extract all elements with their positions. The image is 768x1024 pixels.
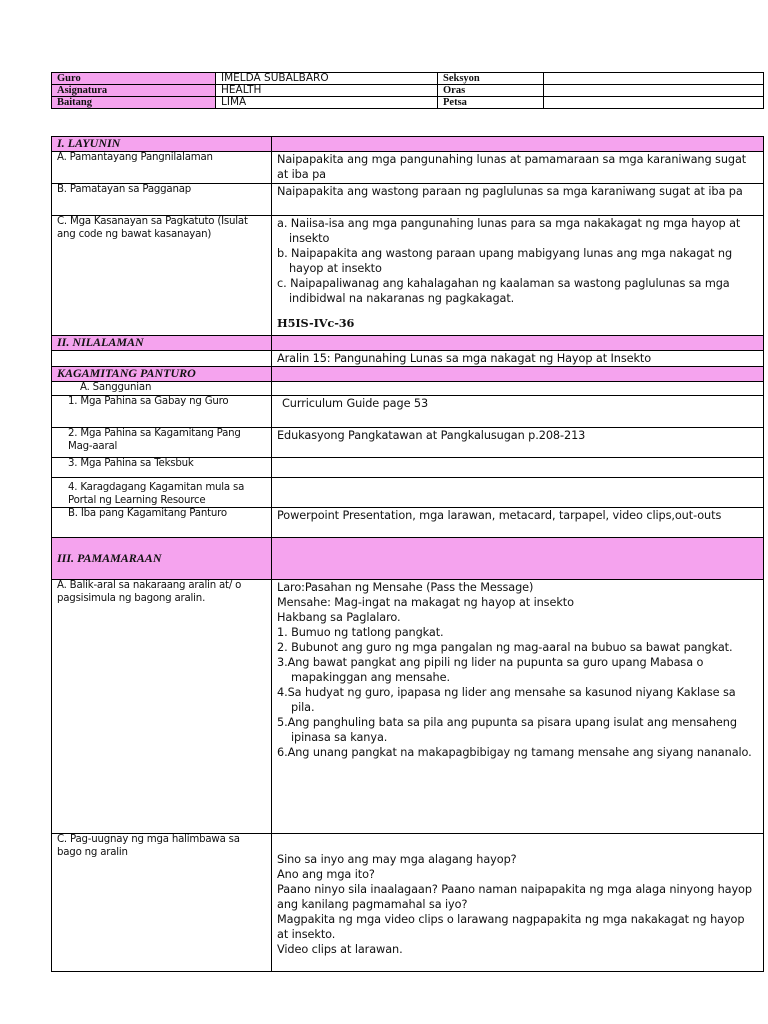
- competency-code: H5IS-IVc-36: [277, 316, 355, 330]
- table-row: [52, 396, 764, 428]
- layunin-title: I. LAYUNIN: [52, 137, 272, 152]
- list-item: Sino sa inyo ang may mga alagang hayop?: [277, 853, 517, 866]
- balik-label: A. Balik-aral sa nakaraang aralin at/ o pagsisimula ng bagong aralin.: [52, 580, 272, 834]
- table-row: [52, 184, 764, 216]
- lesson-plan-table: [51, 136, 764, 972]
- list-item: c. Naipapaliwanag ang kahalagahan ng kaalaman sa wastong paglulunas sa mga indibidwal na nakaranas ng pagkakagat.: [277, 277, 730, 305]
- list-item: Laro:Pasahan ng Mensahe (Pass the Message): [277, 581, 534, 594]
- list-item: Magpakita ng mga video clips o larawang nagpapakita ng mga nakakagat ng hayop at insekto.: [277, 913, 745, 941]
- table-row: [52, 351, 764, 367]
- guro-value: IMELDA SUBALBARO: [216, 73, 438, 85]
- magaaral-value: Edukasyong Pangkatawan at Pangkalusugan p.208-213: [272, 428, 764, 458]
- asignatura-value: HEALTH: [216, 85, 438, 97]
- list-item: Ano ang mga ito?: [277, 868, 375, 881]
- iba-value: Powerpoint Presentation, mga larawan, metacard, tarpapel, video clips,out-outs: [272, 508, 764, 538]
- table-row: [52, 458, 764, 478]
- petsa-label: Petsa: [438, 97, 544, 109]
- section-row: [52, 367, 764, 382]
- guro-label: Guro: [52, 73, 216, 85]
- list-item: a. Naiisa-isa ang mga pangunahing lunas para sa mga nakakagat ng mga hayop at insekto: [277, 217, 741, 245]
- nilalaman-title: II. NILALAMAN: [52, 336, 272, 351]
- header-row: [52, 97, 764, 109]
- list-item: Mensahe: Mag-ingat na makagat ng hayop at insekto: [277, 596, 574, 609]
- pamantayang-value: Naipapakita ang mga pangunahing lunas at pamamaraan sa mga karaniwang sugat at iba pa: [272, 152, 764, 184]
- kasanayan-label: C. Mga Kasanayan sa Pagkatuto (Isulat ang code ng bawat kasanayan): [52, 216, 272, 336]
- table-row: [52, 428, 764, 458]
- magaaral-label: 2. Mga Pahina sa Kagamitang Pang Mag-aaral: [52, 428, 272, 458]
- nilalaman-value: Aralin 15: Pangunahing Lunas sa mga nakagat ng Hayop at Insekto: [272, 351, 764, 367]
- step-item: 4.Sa hudyat ng guro, ipapasa ng lider ang mensahe sa kasunod niyang Kaklase sa pila.: [277, 686, 736, 714]
- header-table: [51, 72, 764, 109]
- step-item: 2. Bubunot ang guro ng mga pangalan ng mag-aaral na bubuo sa bawat pangkat.: [277, 641, 733, 654]
- paguugnay-label: C. Pag-uugnay ng mga halimbawa sa bago ng aralin: [52, 834, 272, 972]
- section-row: [52, 538, 764, 580]
- pamamaraan-title: III. PAMAMARAAN: [52, 538, 272, 580]
- baitang-label: Baitang: [52, 97, 216, 109]
- list-item: Paano ninyo sila inaalagaan? Paano naman naipapakita ng mga alaga ninyong hayop ang kanilang pagmamahal sa iyo?: [277, 883, 752, 911]
- list-item: b. Naipapakita ang wastong paraan upang mabigyang lunas ang mga nakagat ng hayop at insekto: [277, 247, 733, 275]
- sanggunian-label: A. Sanggunian: [52, 382, 272, 396]
- balik-cell: [272, 580, 764, 834]
- kasanayan-cell: [272, 216, 764, 336]
- portal-label: 4. Karagdagang Kagamitan mula sa Portal ng Learning Resource: [52, 478, 272, 508]
- oras-value: [544, 85, 764, 97]
- step-item: 5.Ang panghuling bata sa pila ang pupunta sa pisara upang isulat ang mensaheng ipinasa sa kanya.: [277, 716, 737, 744]
- baitang-value: LIMA: [216, 97, 438, 109]
- kagamitan-title: KAGAMITANG PANTURO: [52, 367, 272, 382]
- table-row: [52, 152, 764, 184]
- iba-label: B. Iba pang Kagamitang Panturo: [52, 508, 272, 538]
- teksbuk-label: 3. Mga Pahina sa Teksbuk: [52, 458, 272, 478]
- pagganap-value: Naipapakita ang wastong paraan ng paglulunas sa mga karaniwang sugat at iba pa: [272, 184, 764, 216]
- list-item: Video clips at larawan.: [277, 943, 403, 956]
- pamantayang-label: A. Pamantayang Pangnilalaman: [52, 152, 272, 184]
- oras-label: Oras: [438, 85, 544, 97]
- section-row: [52, 336, 764, 351]
- section-row: [52, 137, 764, 152]
- table-row: [52, 478, 764, 508]
- gabay-label: 1. Mga Pahina sa Gabay ng Guro: [52, 396, 272, 428]
- paguugnay-cell: [272, 834, 764, 972]
- petsa-value: [544, 97, 764, 109]
- asignatura-label: Asignatura: [52, 85, 216, 97]
- pagganap-label: B. Pamatayan sa Pagganap: [52, 184, 272, 216]
- seksyon-value: [544, 73, 764, 85]
- step-item: 1. Bumuo ng tatlong pangkat.: [277, 626, 444, 639]
- header-row: [52, 85, 764, 97]
- table-row: [52, 580, 764, 834]
- table-row: [52, 216, 764, 336]
- header-row: [52, 73, 764, 85]
- table-row: [52, 834, 764, 972]
- step-item: 3.Ang bawat pangkat ang pipili ng lider na pupunta sa guro upang Mabasa o mapakinggan ang mensahe.: [277, 656, 704, 684]
- table-row: [52, 508, 764, 538]
- list-item: Hakbang sa Paglalaro.: [277, 611, 401, 624]
- seksyon-label: Seksyon: [438, 73, 544, 85]
- table-row: [52, 382, 764, 396]
- gabay-value: Curriculum Guide page 53: [272, 396, 764, 428]
- step-item: 6.Ang unang pangkat na makapagbibigay ng tamang mensahe ang siyang nananalo.: [277, 746, 752, 759]
